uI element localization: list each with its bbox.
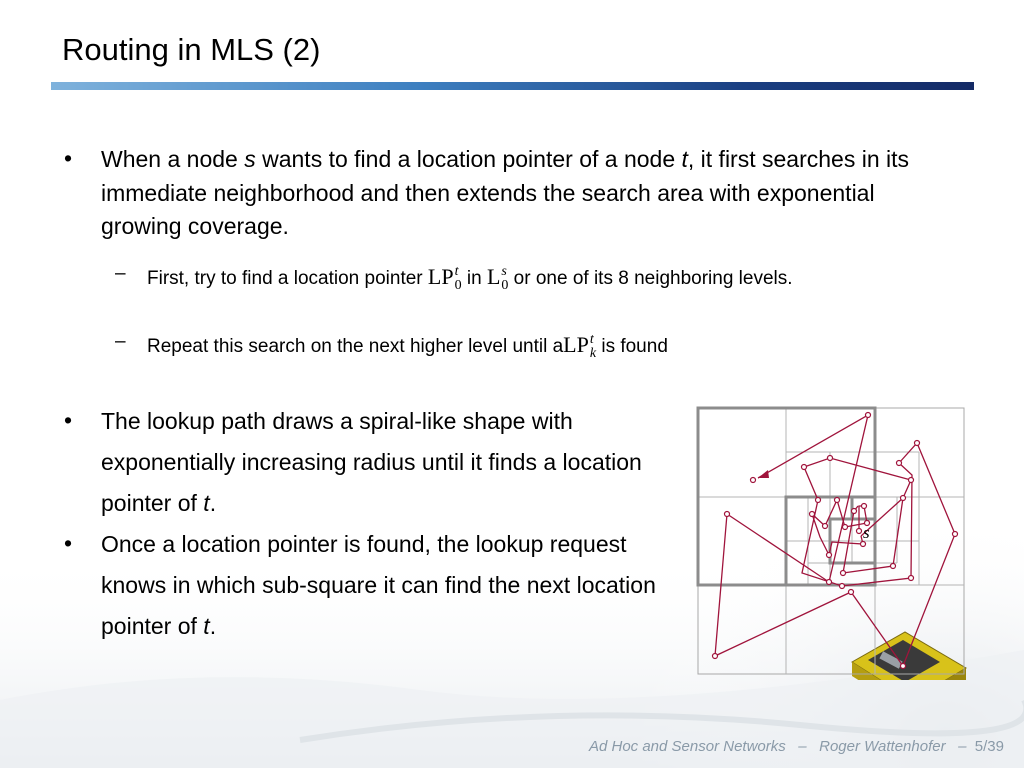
math-sub: 0 — [454, 277, 462, 293]
text: The lookup path draws a spiral-like shape with exponentially increasing radius until it finds a location pointer of — [101, 408, 642, 516]
math-lp: LP — [563, 332, 589, 357]
footer-author: Roger Wattenhofer — [819, 738, 946, 755]
bullet-spiral-path — [101, 401, 691, 524]
math-sup: t — [589, 331, 594, 347]
dash-marker: – — [115, 263, 126, 284]
device-photo — [840, 632, 970, 680]
var-s: s — [244, 146, 256, 172]
var-t: t — [681, 146, 688, 172]
footer — [589, 738, 1004, 755]
math-sub: k — [589, 345, 597, 361]
math-lp: LP — [427, 264, 454, 289]
math-sup: t — [454, 263, 459, 279]
text: or one of its 8 neighboring levels. — [508, 268, 793, 289]
math-lpkt — [563, 331, 597, 361]
bullet-search-description — [101, 143, 941, 244]
text: in — [461, 268, 487, 289]
math-l: L — [486, 264, 501, 289]
sub-bullet-repeat — [147, 330, 907, 361]
text: is found — [596, 336, 668, 357]
bullet-marker: • — [64, 407, 73, 433]
var-t: t — [203, 490, 210, 516]
dash-marker: – — [115, 331, 126, 352]
math-lp0t — [427, 263, 462, 293]
text: , it first searches in its immediate neighborhood and then extends the search area with exponential growing coverage. — [101, 146, 910, 239]
bullet-sub-square — [101, 524, 691, 647]
bullet-marker: • — [64, 530, 73, 556]
text: Once a location pointer is found, the lookup request knows in which sub-square it can find the next location pointer of — [101, 531, 656, 639]
math-l0s — [486, 263, 509, 293]
footer-separator: – — [798, 738, 807, 755]
page-title: Routing in MLS (2) — [62, 32, 321, 67]
text: First, try to find a location pointer — [147, 268, 428, 289]
footer-course: Ad Hoc and Sensor Networks — [588, 738, 786, 755]
title-rule — [51, 82, 974, 90]
text: . — [209, 613, 217, 639]
var-t: t — [203, 613, 210, 639]
spiral-lookup-figure — [690, 400, 970, 680]
sub-bullet-first-try — [147, 262, 957, 293]
bullet-marker: • — [64, 145, 73, 171]
text: When a node — [101, 146, 245, 172]
page-number: 5/39 — [974, 738, 1004, 755]
text: Repeat this search on the next higher level until a — [147, 336, 564, 357]
text: wants to find a location pointer of a node — [255, 146, 682, 172]
math-sub: 0 — [501, 277, 509, 293]
source-node-label: s — [863, 523, 870, 542]
text: . — [209, 490, 217, 516]
math-sup: s — [501, 263, 507, 279]
footer-separator: – — [958, 738, 967, 755]
